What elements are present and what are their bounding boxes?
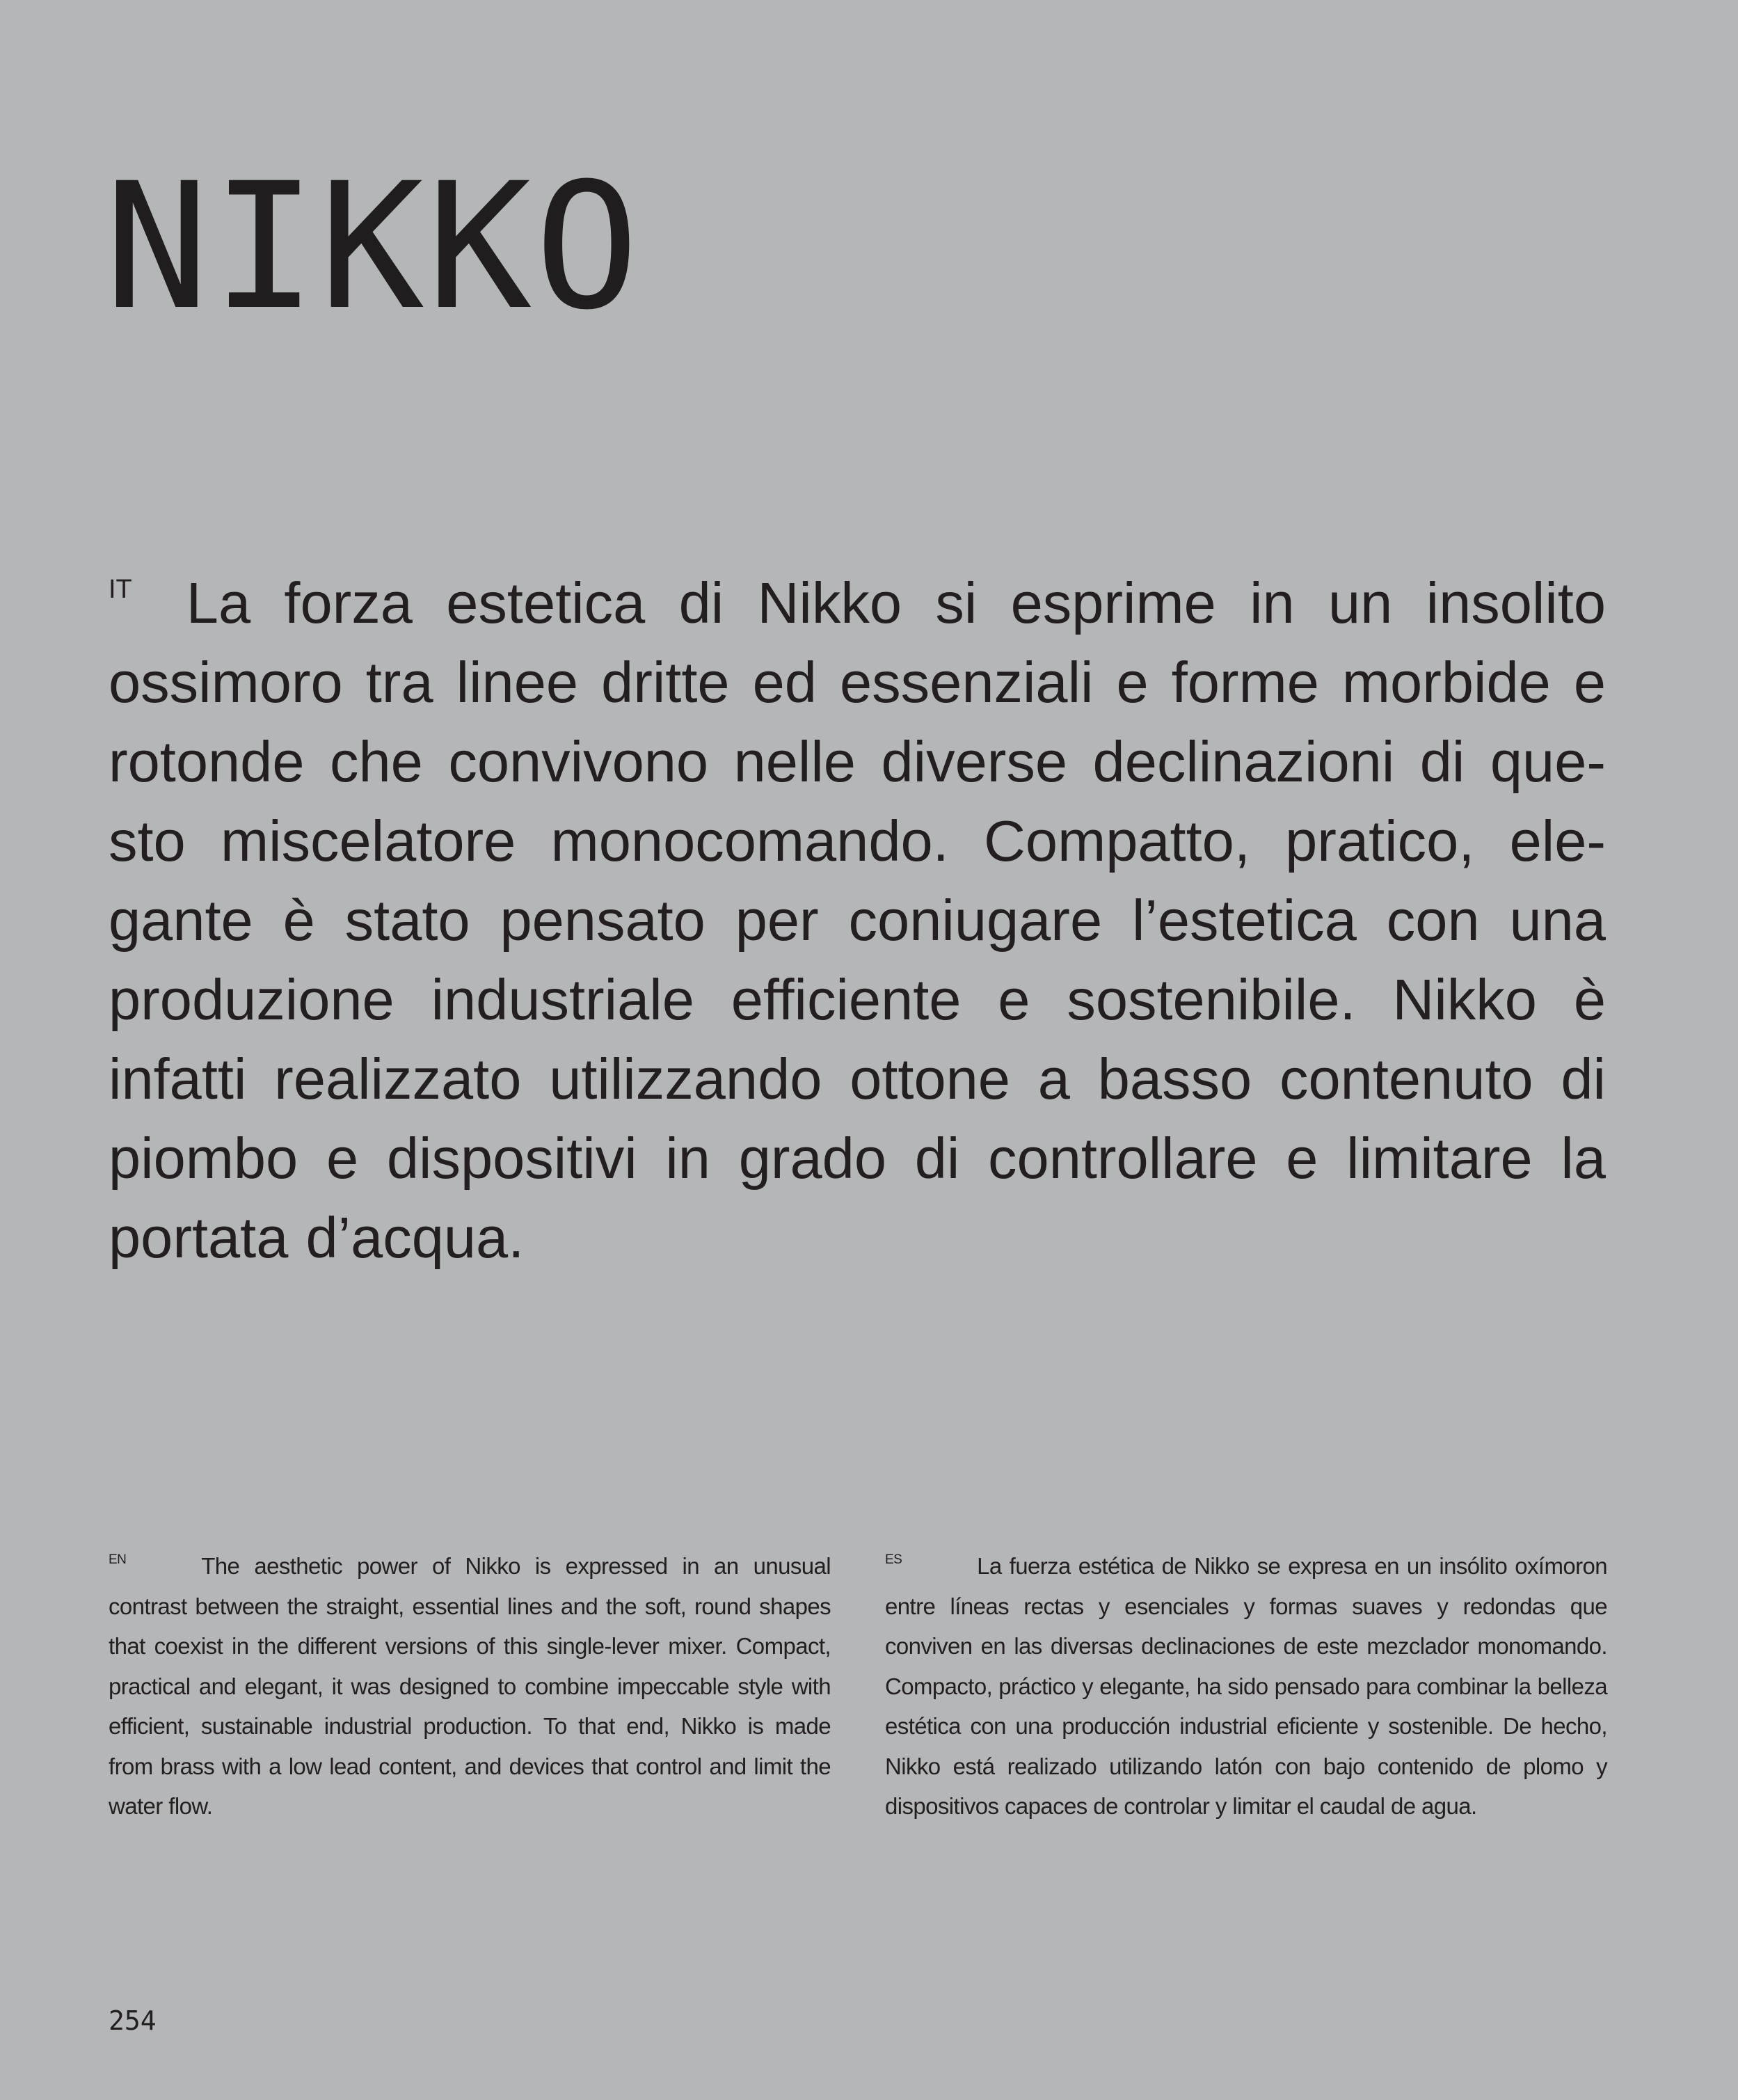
italian-paragraph <box>109 564 1606 1278</box>
spanish-text: La fuerza estética de Nikko se expresa en un insólito oxímoron entre líneas rectas y esenciales y formas suaves y redondas que conviven en las diversas declinaciones de este mezclador monomando. Compacto, práctico y elegante, ha sido pensado para combinar la belleza estética con una producción industrial eficiente y sostenible. De hecho, Nikko está realizado utilizando latón con bajo contenido de plomo y dispositivos capaces de controlar y limitar el caudal de agua. <box>885 1553 1607 1819</box>
english-text: The aesthetic power of Nikko is expressed in an unusual contrast between the straight, essential lines and the soft, round shapes that coexist in the different versions of this single-lever mixer. Compact, practical and elegant, it was designed to combine impeccable style with efficient, sustainable industrial production. To that end, Nikko is made from brass with a low lead content, and devices that control and limit the water flow. <box>109 1553 831 1819</box>
lang-tag-es: ES <box>885 1552 902 1567</box>
lang-tag-en: EN <box>109 1552 127 1567</box>
spanish-paragraph <box>885 1546 1607 1827</box>
page-title: NIKKO <box>104 145 642 348</box>
italian-text: La forza estetica di Nikko si esprime in un insolito ossimoro tra linee dritte ed essenziali e forme morbide e rotonde che convivono nelle diverse declinazioni di questo miscelatore monocomando. Compatto, pratico, elegante è stato pensato per coniugare l’estetica con una produzione industriale efficiente e sostenibile. Nikko è infatti realizzato utilizzando ottone a basso contenuto di piombo e dispositivi in grado di controllare e limitare la portata d’acqua. <box>109 571 1606 1270</box>
page-number: 254 <box>109 2005 157 2036</box>
lang-tag-it: IT <box>109 575 132 604</box>
english-paragraph <box>109 1546 831 1827</box>
